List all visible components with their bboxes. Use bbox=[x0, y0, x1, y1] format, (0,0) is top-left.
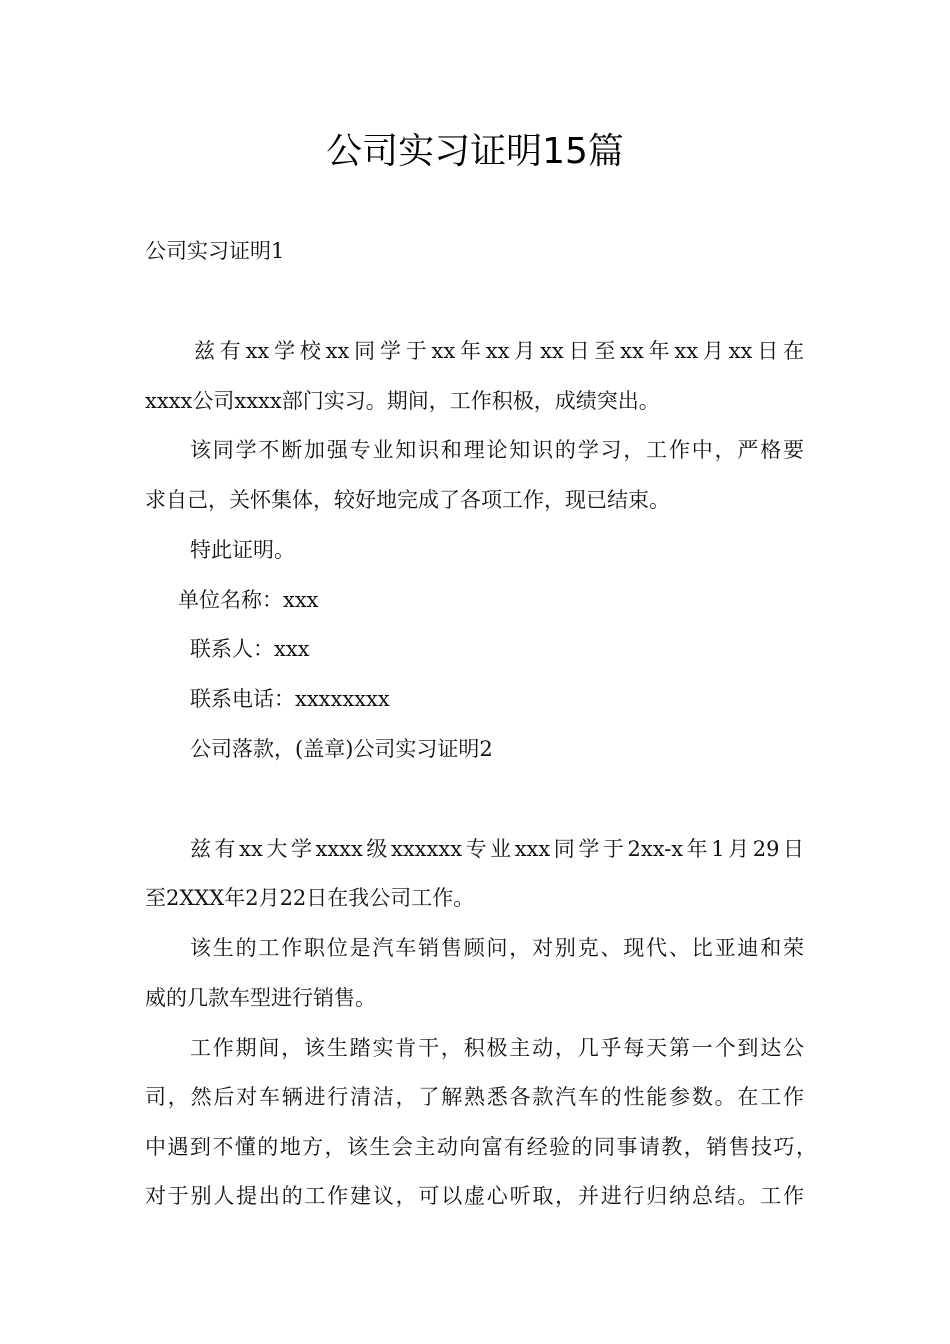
closing-statement: 特此证明。 bbox=[190, 538, 295, 562]
paragraph-line: 该同学不断加强专业知识和理论知识的学习，工作中，严格要 bbox=[190, 438, 804, 462]
paragraph-line: 司，然后对车辆进行清洁，了解熟悉各款汽车的性能参数。在工作 bbox=[145, 1085, 804, 1109]
contact-person-line: 联系人：xxx bbox=[190, 637, 310, 661]
signature-line: 公司落款，(盖章)公司实习证明2 bbox=[190, 737, 493, 761]
paragraph-line: 兹有xx大学xxxx级xxxxxx专业xxx同学于2xx-x年1月29日 bbox=[190, 837, 804, 861]
document-title: 公司实习证明15篇 bbox=[326, 131, 624, 172]
company-name-line: 单位名称：xxx bbox=[178, 588, 319, 612]
paragraph-line: 兹有xx学校xx同学于xx年xx月xx日至xx年xx月xx日在 bbox=[194, 339, 804, 363]
paragraph-line: 求自己，关怀集体，较好地完成了各项工作，现已结束。 bbox=[145, 488, 670, 512]
paragraph-line: 至2XXX年2月22日在我公司工作。 bbox=[145, 886, 475, 910]
contact-phone-line: 联系电话：xxxxxxxx bbox=[190, 687, 390, 711]
section-heading: 公司实习证明1 bbox=[145, 239, 285, 263]
paragraph-line: 中遇到不懂的地方，该生会主动向富有经验的同事请教，销售技巧， bbox=[145, 1135, 817, 1159]
paragraph-line: 对于别人提出的工作建议，可以虚心听取，并进行归纳总结。工作 bbox=[145, 1184, 804, 1208]
paragraph-line: 工作期间，该生踏实肯干，积极主动，几乎每天第一个到达公 bbox=[190, 1036, 804, 1060]
paragraph-line: xxxx公司xxxx部门实习。期间，工作积极，成绩突出。 bbox=[145, 389, 660, 413]
paragraph-line: 该生的工作职位是汽车销售顾问，对别克、现代、比亚迪和荣 bbox=[190, 936, 804, 960]
paragraph-line: 威的几款车型进行销售。 bbox=[145, 986, 376, 1010]
